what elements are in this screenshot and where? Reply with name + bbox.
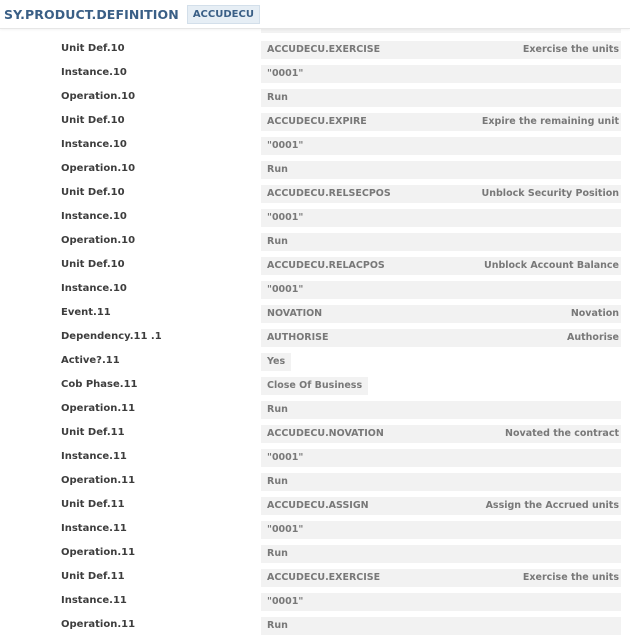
field-row xyxy=(0,89,630,107)
field-value-text: "0001" xyxy=(267,524,304,535)
field-row xyxy=(0,257,630,275)
field-label: Operation.11 xyxy=(61,619,136,630)
field-value xyxy=(261,497,621,515)
field-row xyxy=(0,185,630,203)
field-row xyxy=(0,113,630,131)
field-label: Instance.10 xyxy=(61,67,127,78)
field-row xyxy=(0,377,630,395)
field-value xyxy=(261,473,621,491)
field-row xyxy=(0,41,630,59)
field-value xyxy=(261,137,621,155)
field-value-description: Authorise xyxy=(567,332,619,343)
field-value xyxy=(261,377,368,395)
field-label: Unit Def.11 xyxy=(61,571,125,582)
field-value-text: ACCUDECU.NOVATION xyxy=(267,428,384,439)
field-row xyxy=(0,545,630,563)
field-value xyxy=(261,425,621,443)
field-label: Operation.11 xyxy=(61,547,136,558)
field-label: Operation.10 xyxy=(61,91,136,102)
field-label: Instance.11 xyxy=(61,451,127,462)
record-id-badge: ACCUDECU xyxy=(187,5,260,24)
field-label: Operation.10 xyxy=(61,163,136,174)
field-row xyxy=(0,65,630,83)
field-label: Active?.11 xyxy=(61,355,120,366)
field-row xyxy=(0,161,630,179)
field-value xyxy=(261,593,621,611)
field-value-text: ACCUDECU.EXERCISE xyxy=(267,44,381,55)
field-value-text: Yes xyxy=(267,356,286,367)
field-label: Unit Def.10 xyxy=(61,115,125,126)
field-label: Unit Def.11 xyxy=(61,499,125,510)
field-row xyxy=(0,209,630,227)
field-label: Operation.11 xyxy=(61,403,136,414)
field-row xyxy=(0,401,630,419)
field-label: Instance.11 xyxy=(61,595,127,606)
field-value xyxy=(261,329,621,347)
field-label: Dependency.11 .1 xyxy=(61,331,162,342)
field-row xyxy=(0,233,630,251)
field-label: Instance.10 xyxy=(61,139,127,150)
field-label: Event.11 xyxy=(61,307,111,318)
field-value-description: Novation xyxy=(570,308,619,319)
field-row xyxy=(0,521,630,539)
field-value-description: Novated the contract xyxy=(505,428,619,439)
field-value-text: "0001" xyxy=(267,452,304,463)
field-value-text: ACCUDECU.RELSECPOS xyxy=(267,188,391,199)
field-value-description: Exercise the units xyxy=(522,572,619,583)
field-value-text: Run xyxy=(267,92,288,103)
field-value-description: Expire the remaining unit xyxy=(481,116,619,127)
field-value xyxy=(261,185,621,203)
field-value xyxy=(261,521,621,539)
field-value xyxy=(261,41,621,59)
field-row xyxy=(0,497,630,515)
field-label: Instance.10 xyxy=(61,283,127,294)
field-row xyxy=(0,329,630,347)
page-header xyxy=(0,0,630,29)
field-value-text: ACCUDECU.EXPIRE xyxy=(267,116,367,127)
field-value xyxy=(261,353,291,371)
field-value-text: AUTHORISE xyxy=(267,332,329,343)
field-label: Unit Def.10 xyxy=(61,43,125,54)
field-value xyxy=(261,449,621,467)
field-label: Instance.10 xyxy=(61,211,127,222)
field-value xyxy=(261,89,621,107)
field-value-text: Run xyxy=(267,236,288,247)
field-row xyxy=(0,617,630,635)
field-value xyxy=(261,617,621,635)
field-value-text: ACCUDECU.ASSIGN xyxy=(267,500,369,511)
field-label: Cob Phase.11 xyxy=(61,379,138,390)
field-label: Operation.10 xyxy=(61,235,136,246)
field-value-text: ACCUDECU.EXERCISE xyxy=(267,572,381,583)
application-title: SY.PRODUCT.DEFINITION xyxy=(4,6,179,22)
field-value xyxy=(261,281,621,299)
field-value-text: Run xyxy=(267,404,288,415)
field-label: Instance.11 xyxy=(61,523,127,534)
field-row xyxy=(0,473,630,491)
field-value xyxy=(261,161,621,179)
field-value xyxy=(261,209,621,227)
field-value xyxy=(261,65,621,83)
field-value-text: "0001" xyxy=(267,284,304,295)
field-value-description: Assign the Accrued units xyxy=(485,500,619,511)
field-value xyxy=(261,545,621,563)
field-value-text: Run xyxy=(267,620,288,631)
field-row xyxy=(0,305,630,323)
field-value-description: Unblock Account Balance xyxy=(484,260,619,271)
field-label: Operation.11 xyxy=(61,475,136,486)
field-value xyxy=(261,305,621,323)
field-value-text: NOVATION xyxy=(267,308,323,319)
field-value xyxy=(261,257,621,275)
field-value-text: "0001" xyxy=(267,596,304,607)
field-label: Unit Def.10 xyxy=(61,259,125,270)
field-value-description: Exercise the units xyxy=(522,44,619,55)
field-row xyxy=(0,569,630,587)
field-row xyxy=(0,449,630,467)
field-value xyxy=(261,401,621,419)
field-row xyxy=(0,281,630,299)
field-value xyxy=(261,569,621,587)
field-value-text: Close Of Business xyxy=(267,380,363,391)
field-value-text: ACCUDECU.RELACPOS xyxy=(267,260,385,271)
field-row xyxy=(0,353,630,371)
field-label: Unit Def.10 xyxy=(61,187,125,198)
field-row xyxy=(0,137,630,155)
field-row xyxy=(0,593,630,611)
field-value-text: "0001" xyxy=(267,212,304,223)
field-label: Unit Def.11 xyxy=(61,427,125,438)
field-value-text: Run xyxy=(267,164,288,175)
field-row xyxy=(0,425,630,443)
field-value-text: "0001" xyxy=(267,140,304,151)
field-value xyxy=(261,113,621,131)
field-value-text: "0001" xyxy=(267,68,304,79)
field-value-text: Run xyxy=(267,476,288,487)
field-value-description: Unblock Security Position xyxy=(481,188,619,199)
field-value-text: Run xyxy=(267,548,288,559)
field-value xyxy=(261,233,621,251)
